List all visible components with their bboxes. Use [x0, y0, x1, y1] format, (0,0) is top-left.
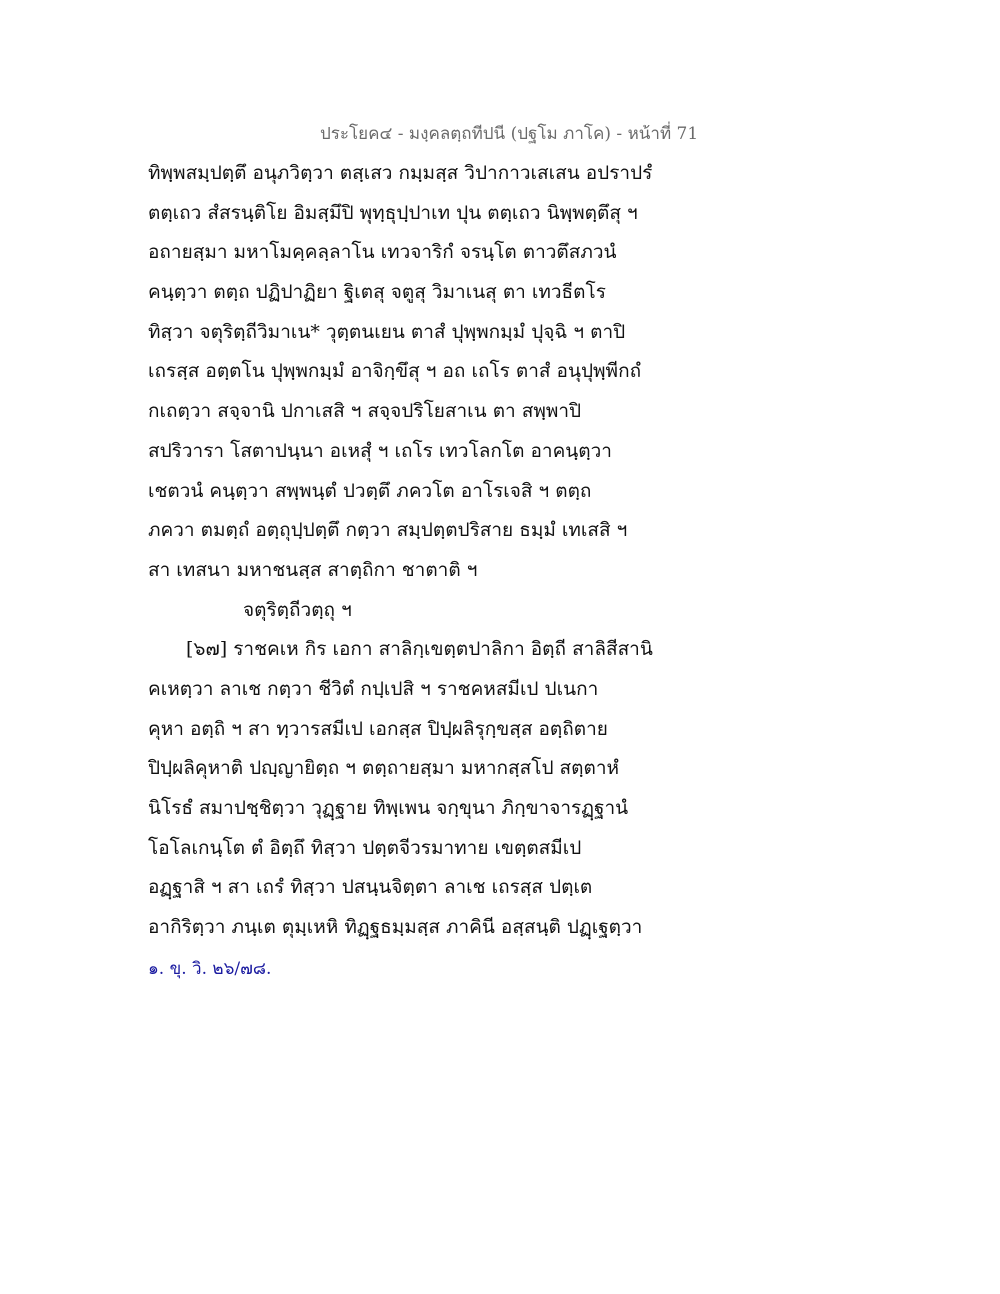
text-line: เชตวนํ คนฺตฺวา สพฺพนฺตํ ปวตฺตึ ภควโต อาโรเจสิ ฯ ตตฺถ [148, 479, 592, 502]
text-line: ภควา ตมตฺถํ อตฺถุปฺปตฺตึ กตฺวา สมฺปตฺตปริสาย ธมฺมํ เทเสสิ ฯ [148, 519, 628, 542]
text-line: สา เทสนา มหาชนสฺส สาตฺถิกา ชาตาติ ฯ [148, 558, 478, 581]
section-heading: จตุริตฺถีวตฺถุ ฯ [243, 598, 352, 621]
text-line: คเหตฺวา ลาเช กตฺวา ชีวิตํ กปฺเปสิ ฯ ราชคหสมีเป ปเนกา [148, 677, 599, 700]
text-line: อถายสฺมา มหาโมคฺคลฺลาโน เทวจาริกํ จรนฺโต ตาวตึสภวนํ [148, 241, 617, 264]
text-line: ทิพฺพสมฺปตฺตึ อนุภวิตฺวา ตสฺเสว กมฺมสฺส วิปากาวเสเสน อปราปรํ [148, 162, 653, 184]
running-header: ประโยค๔ - มงฺคลตฺถทีปนี (ปฐโม ภาโค) - หน้าที่ 71 [320, 124, 699, 144]
text-line: คนฺตฺวา ตตฺถ ปฏิปาฏิยา ฐิเตสุ จตูสุ วิมาเนสุ ตา เทวธีตโร [148, 281, 606, 304]
text-line: ทิสฺวา จตุริตฺถีวิมาเน* วุตฺตนเยน ตาสํ ปุพฺพกมฺมํ ปุจฺฉิ ฯ ตาปิ [148, 320, 626, 343]
body-text [148, 158, 688, 952]
footnote: ๑. ขุ. วิ. ๒๖/๗๘. [148, 959, 272, 979]
text-line: ตตฺเถว สํสรนฺติโย อิมสฺมึปิ พุทฺธุปฺปาเท ปุน ตตฺเถว นิพฺพตฺตึสุ ฯ [148, 201, 638, 224]
text-line: เถรสฺส อตฺตโน ปุพฺพกมฺมํ อาจิกฺขึสุ ฯ อถ เถโร ตาสํ อนุปุพฺพีกถํ [148, 360, 642, 383]
text-line: กเถตฺวา สจฺจานิ ปกาเสสิ ฯ สจฺจปริโยสาเน ตา สพฺพาปิ [148, 400, 582, 423]
text-line: สปริวารา โสตาปนฺนา อเหสุํ ฯ เถโร เทวโลกโต อาคนฺตฺวา [148, 439, 612, 462]
text-line: โอโลเกนฺโต ตํ อิตฺถึ ทิสฺวา ปตฺตจีวรมาทาย เขตฺตสมีเป [148, 836, 582, 859]
paragraph-start-line: [๖๗] ราชคเห กิร เอกา สาลิกฺเขตฺตปาลิกา อิตฺถี สาลิสีสานิ [186, 638, 653, 661]
text-line: นิโรธํ สมาปชฺชิตฺวา วุฏฺฐาย ทิพฺเพน จกฺขุนา ภิกฺขาจารฏฺฐานํ [148, 797, 629, 819]
text-line: อากิริตฺวา ภนฺเต ตุมฺเหหิ ทิฏฺฐธมฺมสฺส ภาคินี อสฺสนฺติ ปฏฺเฐตฺวา [148, 916, 643, 939]
text-line: ปิปฺผลิคุหาติ ปญฺญายิตฺถ ฯ ตตฺถายสฺมา มหากสฺสโป สตฺตาหํ [148, 757, 620, 780]
text-line: อฏฺฐาสิ ฯ สา เถรํ ทิสฺวา ปสนฺนจิตฺตา ลาเช เถรสฺส ปตฺเต [148, 876, 593, 899]
text-line: คุหา อตฺถิ ฯ สา ทฺวารสมีเป เอกสฺส ปิปฺผลิรุกฺขสฺส อตฺถิตาย [148, 717, 608, 740]
